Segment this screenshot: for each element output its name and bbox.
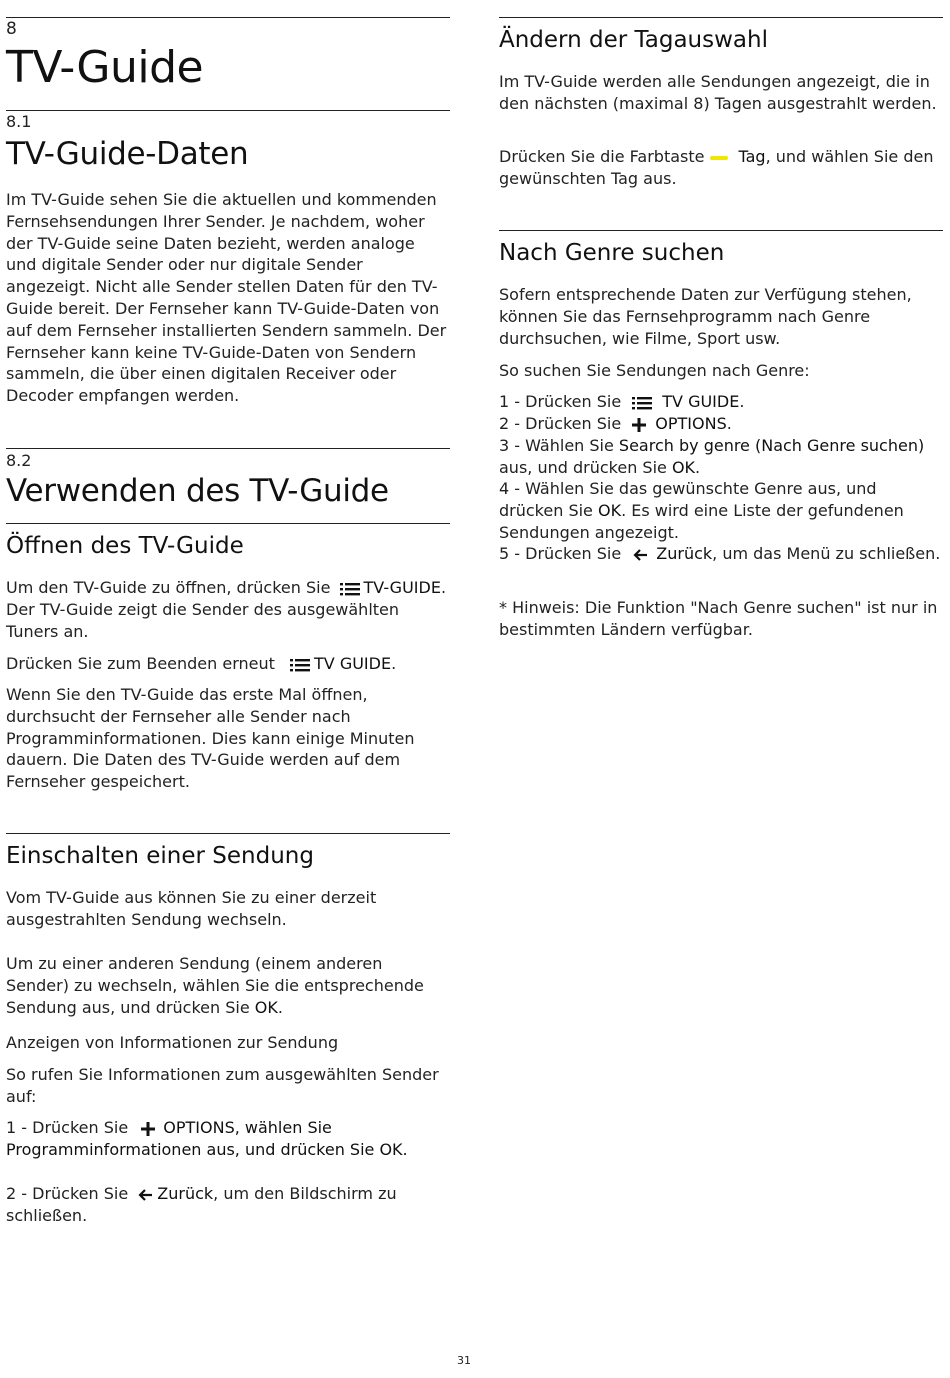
paragraph-text: . <box>277 997 283 1017</box>
subsection-rule <box>499 17 943 18</box>
page-number: 31 <box>457 1354 471 1367</box>
step <box>6 1117 450 1161</box>
step <box>499 435 943 479</box>
step <box>499 478 943 543</box>
paragraph: Vom TV-Guide aus können Sie zu einer derzeit ausgestrahlten Sendung wechseln. <box>6 888 377 929</box>
section-body: Im TV-Guide sehen Sie die aktuellen und kommenden Fernsehsendungen Ihrer Sender. Je nachdem, woher der TV-Guide seine Daten bezieht, werden analoge und digitale Sender oder nur digitale Sender angezeigt. Nicht alle Sender stellen Daten für den TV-Guide bereit. Der Fernseher kann TV-Guide-Daten von auf dem Fernseher installierten Sendern sammeln. Der Fernseher kann keine TV-Guide-Daten von Sendern sammeln, die über einen digitalen Receiver oder Decoder empfangen werden. <box>6 190 447 406</box>
section-rule <box>6 448 450 449</box>
key-label: Zurück <box>656 544 713 563</box>
options-plus-icon <box>141 1122 155 1136</box>
key-label: OPTIONS, wählen Sie Programminformationen aus, und drücken Sie OK. <box>6 1118 408 1159</box>
key-label: OK <box>671 457 696 477</box>
step-text: 1 - Drücken Sie <box>6 1118 129 1137</box>
step-text: 5 - Drücken Sie <box>499 544 622 563</box>
section-title: TV-Guide-Daten <box>6 136 249 172</box>
step-text: 1 - Drücken Sie <box>499 392 622 411</box>
step-text: 4 - Wählen Sie das gewünschte Genre aus, und drücken Sie <box>499 479 877 520</box>
key-label: OK <box>254 997 278 1017</box>
paragraph <box>6 653 450 675</box>
section-title: Verwenden des TV-Guide <box>6 473 389 509</box>
step <box>499 413 943 435</box>
paragraph-text: Drücken Sie die Farbtaste <box>499 147 705 166</box>
paragraph <box>6 577 450 642</box>
step <box>6 1183 450 1227</box>
tv-guide-icon <box>340 582 360 596</box>
paragraph: Wenn Sie den TV-Guide das erste Mal öffnen, durchsucht der Fernseher alle Sender nach Programminformationen. Dies kann einige Minuten dauern. Die Daten des TV-Guide werden auf dem Fernseher gespeichert. <box>6 685 415 792</box>
step-text: . <box>726 414 732 433</box>
paragraph <box>6 953 450 1018</box>
yellow-key-icon <box>710 156 728 160</box>
paragraph: So rufen Sie Informationen zum ausgewählten Sender auf: <box>6 1065 439 1106</box>
tv-guide-icon <box>290 658 310 672</box>
back-arrow-icon <box>137 1188 153 1202</box>
paragraph <box>499 146 943 190</box>
section-number: 8.2 <box>6 451 32 470</box>
key-label: OK <box>597 500 622 520</box>
paragraph-text: . Der TV-Guide zeigt die Sender des ausgewählten Tuners an. <box>6 578 447 641</box>
paragraph-text: . <box>391 654 397 673</box>
paragraph: Im TV-Guide werden alle Sendungen angezeigt, die in den nächsten (maximal 8) Tagen ausgestrahlt werden. <box>499 72 937 113</box>
key-label: OPTIONS <box>655 414 727 433</box>
subsection-rule <box>499 230 943 231</box>
key-label: TV-GUIDE <box>363 578 441 597</box>
step-text: 3 - Wählen Sie <box>499 436 619 455</box>
info-heading: Anzeigen von Informationen zur Sendung <box>6 1033 339 1052</box>
step <box>499 543 943 565</box>
key-label: Zurück <box>157 1184 214 1203</box>
key-label: Tag <box>738 147 766 166</box>
subsection-title: Öffnen des TV-Guide <box>6 533 244 559</box>
options-plus-icon <box>632 418 646 432</box>
subsection-title: Ändern der Tagauswahl <box>499 27 768 53</box>
step-text: , um das Menü zu schließen. <box>712 544 941 563</box>
section-number: 8.1 <box>6 112 32 131</box>
paragraph: So suchen Sie Sendungen nach Genre: <box>499 361 810 380</box>
step-text: , um den Bildschirm zu schließen. <box>6 1184 397 1225</box>
note: * Hinweis: Die Funktion "Nach Genre suchen" ist nur in bestimmten Ländern verfügbar. <box>499 598 938 639</box>
chapter-title: TV-Guide <box>6 42 204 93</box>
step-text: . Es wird eine Liste der gefundenen Sendungen angezeigt. <box>499 500 904 542</box>
step <box>499 391 943 413</box>
step-text: aus, und drücken Sie <box>499 457 672 477</box>
paragraph: Sofern entsprechende Daten zur Verfügung stehen, können Sie das Fernsehprogramm nach Genre durchsuchen, wie Filme, Sport usw. <box>499 285 912 348</box>
paragraph-text: Drücken Sie zum Beenden erneut <box>6 654 275 673</box>
key-label: Search by genre (Nach Genre suchen) <box>618 436 925 455</box>
subsection-rule <box>6 523 450 524</box>
chapter-number: 8 <box>6 19 17 39</box>
section-rule <box>6 110 450 111</box>
step-text: . <box>695 457 701 477</box>
paragraph-text: , und wählen Sie den gewünschten Tag aus. <box>499 147 934 188</box>
paragraph-text: Um den TV-Guide zu öffnen, drücken Sie <box>6 578 331 597</box>
key-label: TV GUIDE <box>314 654 392 673</box>
subsection-title: Einschalten einer Sendung <box>6 843 314 869</box>
chapter-rule <box>6 17 450 18</box>
step-text: . <box>739 392 745 411</box>
paragraph-text: Um zu einer anderen Sendung (einem anderen Sender) zu wechseln, wählen Sie die entsprechende Sendung aus, und drücken Sie <box>6 954 424 1017</box>
subsection-title: Nach Genre suchen <box>499 240 725 266</box>
back-arrow-icon <box>632 548 648 562</box>
key-label: TV GUIDE <box>662 392 740 411</box>
subsection-rule <box>6 833 450 834</box>
tv-guide-icon <box>632 396 652 410</box>
step-text: 2 - Drücken Sie <box>499 414 622 433</box>
step-text: 2 - Drücken Sie <box>6 1184 129 1203</box>
